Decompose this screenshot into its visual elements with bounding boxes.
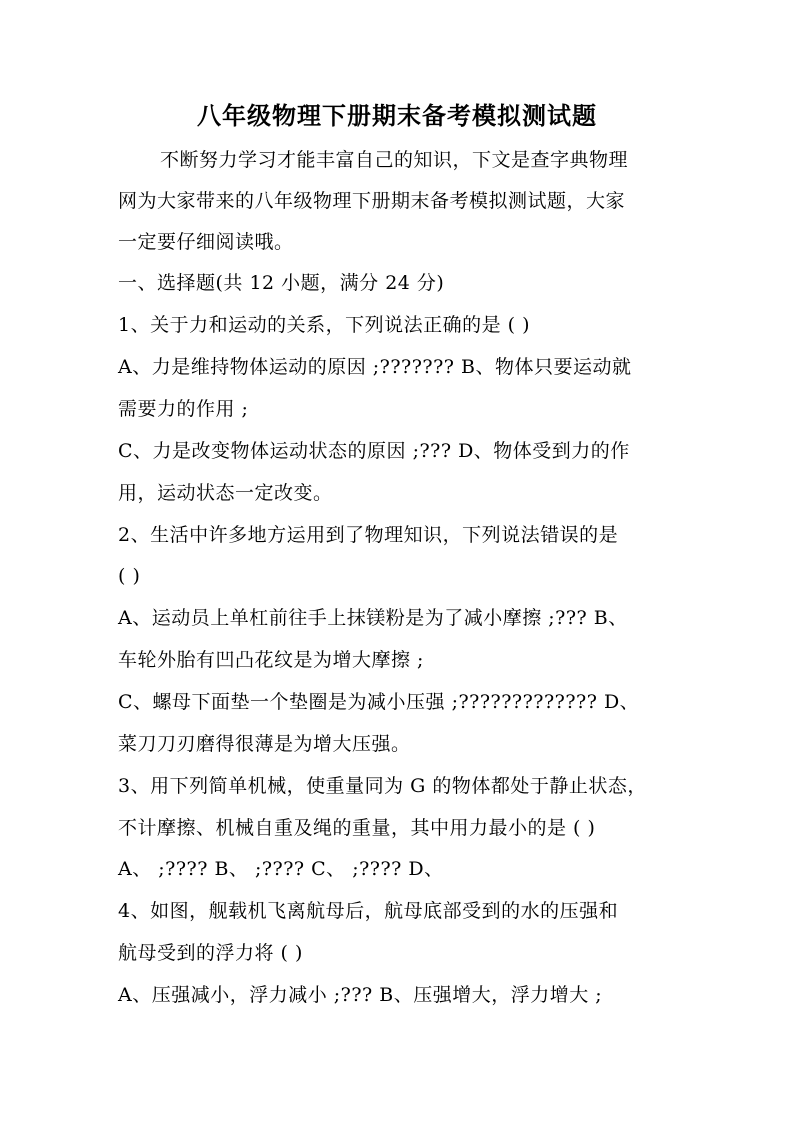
question-line: 不计摩擦、机械自重及绳的重量，其中用力最小的是 ( ) (118, 817, 596, 839)
question-line: A、压强减小，浮力减小 ;??? B、压强增大，浮力增大 ; (118, 984, 603, 1006)
question-line: A、运动员上单杠前往手上抹镁粉是为了减小摩擦 ;??? B、 (118, 607, 628, 629)
question-line: C、螺母下面垫一个垫圈是为减小压强 ;????????????? D、 (118, 691, 640, 713)
intro-line-3: 一定要仔细阅读哦。 (118, 231, 294, 253)
intro-line-1: 不断努力学习才能丰富自己的知识，下文是查字典物理 (160, 149, 629, 171)
question-line: 航母受到的浮力将 ( ) (118, 942, 303, 964)
question-line: 2、生活中许多地方运用到了物理知识，下列说法错误的是 (118, 524, 619, 546)
question-line: A、 ;???? B、 ;???? C、 ;???? D、 (118, 858, 444, 880)
document-title: 八年级物理下册期末备考模拟测试题 (197, 101, 597, 130)
question-line: ( ) (118, 565, 141, 587)
question-line: 用，运动状态一定改变。 (118, 482, 333, 504)
question-line: 4、如图，舰载机飞离航母后，航母底部受到的水的压强和 (118, 900, 619, 922)
intro-line-2: 网为大家带来的八年级物理下册期末备考模拟测试题，大家 (118, 190, 626, 212)
question-line: 车轮外胎有凹凸花纹是为增大摩擦 ; (118, 649, 424, 671)
question-line: C、力是改变物体运动状态的原因 ;??? D、物体受到力的作 (118, 440, 630, 462)
question-line: 3、用下列简单机械，使重量同为 G 的物体都处于静止状态， (118, 775, 647, 797)
question-line: 需要力的作用 ; (118, 398, 249, 420)
section-heading: 一、选择题(共 12 小题，满分 24 分) (118, 272, 445, 294)
question-line: 菜刀刀刃磨得很薄是为增大压强。 (118, 733, 411, 755)
question-line: 1、关于力和运动的关系，下列说法正确的是 ( ) (118, 314, 530, 336)
question-line: A、力是维持物体运动的原因 ;??????? B、物体只要运动就 (118, 356, 632, 378)
